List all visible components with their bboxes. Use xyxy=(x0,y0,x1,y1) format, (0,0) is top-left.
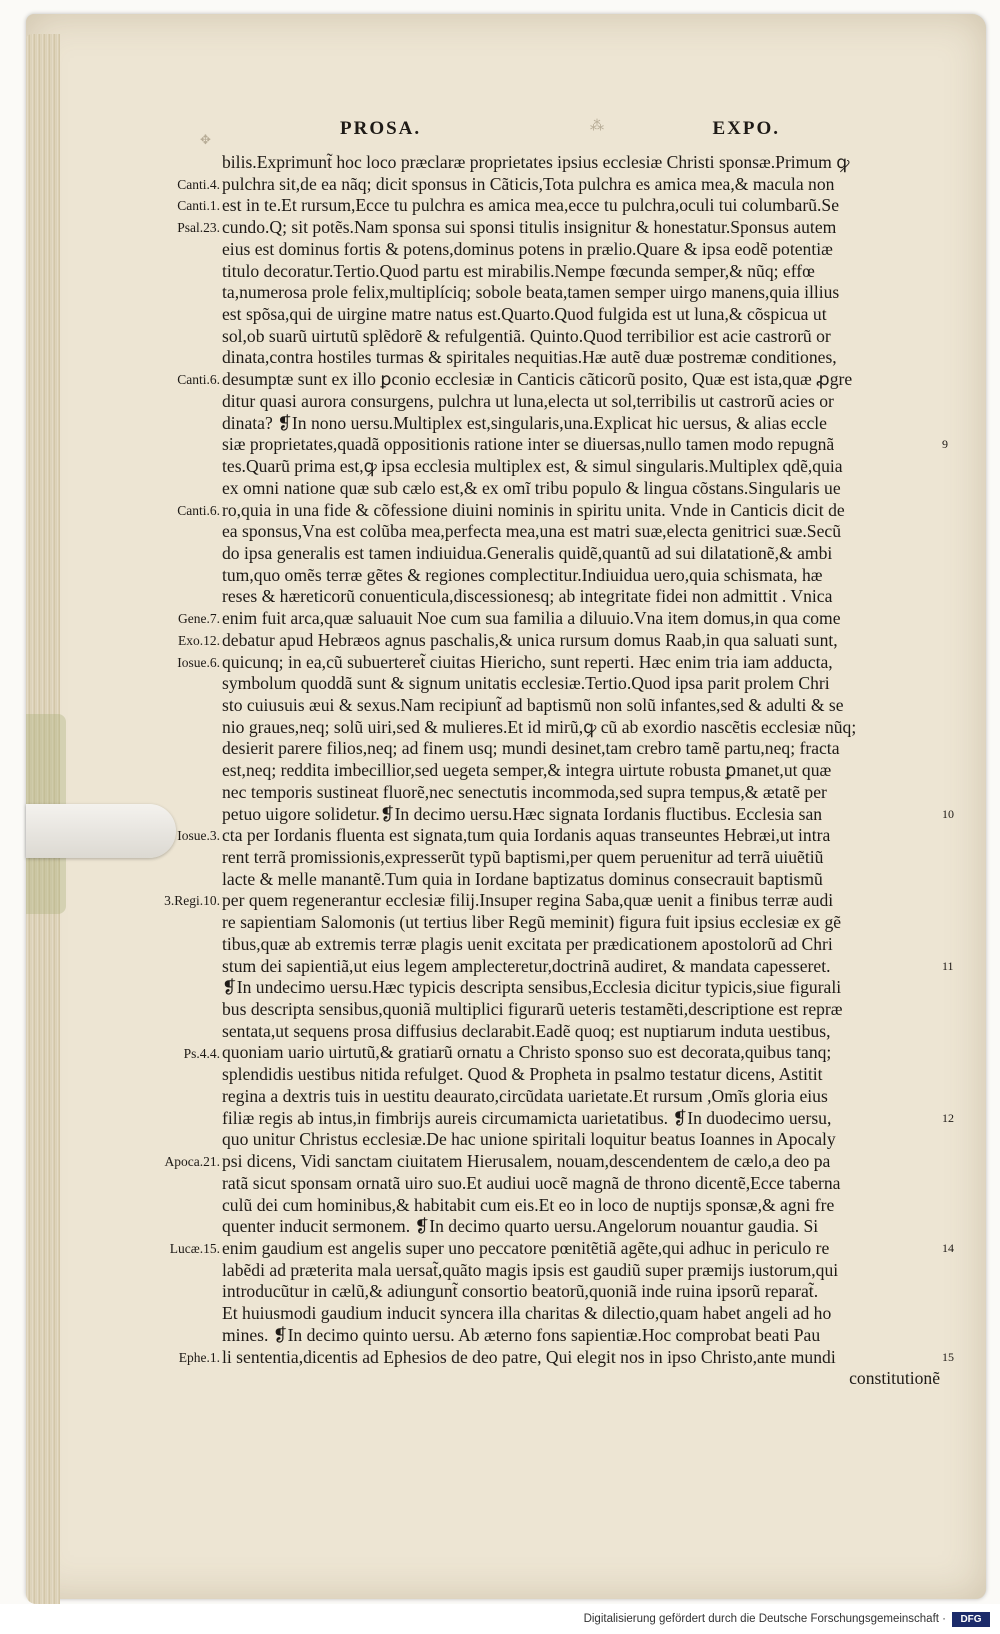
text-line: regina a dextris tuis in uestitu deaurato,circũdata uarietate.Et rursum ,Omĩs gloria eius xyxy=(222,1085,828,1106)
text-line: titulo decoratur.Tertio.Quod partu est mirabilis.Nempe fœcunda semper,& nũq; effœ xyxy=(222,260,815,281)
running-head-right: EXPO. xyxy=(712,118,780,139)
text-line: quicunq; in ea,cũ subuerteret̃ ciuitas Hiericho, sunt reperti. Hæc enim tria iam adducta, xyxy=(222,651,833,672)
text-line: sentata,ut sequens prosa diffusius declarabit.Eadẽ quoq; est nuptiarum induta uestibus, xyxy=(222,1020,831,1041)
text-line: est,neq; reddita imbecillior,sed uegeta semper,& integra uirtute robusta ꝑmanet,ut quæ xyxy=(222,760,832,781)
verse-number: 12 xyxy=(942,1110,954,1125)
text-line: filiæ regis ab intus,in fimbrijs aureis circumamicta uarietatibus. ❡In duodecimo uersu, xyxy=(222,1107,832,1128)
text-line: re sapientiam Salomonis (ut tertius liber Regũ meminit) figura fuit ipsius ecclesiæ ex gẽ xyxy=(222,912,842,933)
text-line: symbolum quoddã sunt & signum unitatis ecclesiæ.Tertio.Quod ipsa parit prolem Chri xyxy=(222,673,830,694)
text-line: tum,quo omẽs terræ gẽtes & regiones complectitur.Indiuidua uero,quia schismata, hæ xyxy=(222,564,823,585)
text-line: mines. ❡In decimo quinto uersu. Ab æterno fons sapientiæ.Hoc comprobat beati Pau xyxy=(222,1324,821,1345)
text-line: sto cuiusuis æui & sexus.Nam recipiunt̃ ad baptismũ non solũ infantes,sed & adulti & se xyxy=(222,694,844,715)
text-line: li sententia,dicentis ad Ephesios de deo patre, Qui elegit nos in ipso Christo,ante mundi xyxy=(222,1346,836,1367)
body-text xyxy=(222,152,940,1390)
margin-note: Apoca.21. xyxy=(164,1154,220,1170)
text-line: tes.Quarũ prima est,ꝙ ipsa ecclesia multiplex est, & simul singularis.Multiplex qdẽ,quia xyxy=(222,456,843,477)
text-line: enim gaudium est angelis super uno peccatore pœnitẽtiã agẽte,qui adhuc in periculo re xyxy=(222,1237,830,1258)
text-line: culũ dei cum hominibus,& habitabit cum eis.Et eo in loco de nuptijs sponsæ,& agni fre xyxy=(222,1194,835,1215)
text-line: quenter inducit sermonem. ❡In decimo quarto uersu.Angelorum nouantur gaudia. Si xyxy=(222,1216,819,1237)
verse-number: 14 xyxy=(942,1241,954,1255)
text-line: est spõsa,qui de uirgine matre natus est.Quarto.Quod fulgida est ut luna,& cõspicua ut xyxy=(222,304,827,325)
margin-note: Iosue.3. xyxy=(177,828,220,844)
margin-note: 3.Regi.10. xyxy=(164,893,220,909)
text-line: nec temporis sustineat fluorẽ,nec senectutis incommoda,sed supra tempus,& ætatẽ per xyxy=(222,781,827,802)
text-line: introducũtur in cælũ,& adiungunt̃ consortio beatorũ,quoniã inde ruina ipsorũ reparat̃. xyxy=(222,1281,819,1302)
text-line: psi dicens, Vidi sanctam ciuitatem Hierusalem, nouam,descendentem de cælo,a deo pa xyxy=(222,1151,831,1172)
text-line: reses & hæreticorũ conuenticula,discessionesq; ab integritate fidei non admittit . Vnica xyxy=(222,586,833,607)
text-line: constitutionẽ xyxy=(849,1368,940,1389)
text-line: ditur quasi aurora consurgens, pulchra ut luna,electa ut sol,terribilis ut castrorũ acies or xyxy=(222,390,834,411)
footer-credit: Digitalisierung gefördert durch die Deutsche Forschungsgemeinschaft · xyxy=(583,1613,946,1625)
margin-note: Exo.12. xyxy=(178,632,220,648)
text-line: splendidis uestibus nitida refulget. Quod & Propheta in psalmo testatur dicens, Astitit xyxy=(222,1064,823,1085)
margin-note: Canti.6. xyxy=(177,372,220,388)
text-line: ea sponsus,Vna est colũba mea,perfecta mea,una est matri suæ,electa genitrici suæ.Secũ xyxy=(222,521,841,542)
text-line: lacte & melle manantẽ.Tum quia in Iordane baptizatus dominus consecrauit baptismũ xyxy=(222,868,823,889)
text-line: labẽdi ad præterita mala uersat̃,quãto magis ipsis est gaudiũ super præmijs iustorum,qui xyxy=(222,1259,839,1280)
text-line: ex omni natione quæ sub cælo est,& ex omĩ tribu populo & lingua cõstans.Singularis ue xyxy=(222,477,841,498)
text-line: siæ proprietates,quadã oppositionis ratione inter se diuersas,nullo tamen modo repugnã xyxy=(222,434,835,455)
margin-note: Ephe.1. xyxy=(178,1349,220,1365)
text-line: dinata? ❡In nono uersu.Multiplex est,singularis,una.Explicat hic uersus, & alias eccle xyxy=(222,412,827,433)
text-line: sol,ob suarũ uirtutũ splẽdorẽ & refulgentiã. Quinto.Quod terribilior est acie castrorũ or xyxy=(222,325,831,346)
text-line: nio graues,neq; solũ uiri,sed & mulieres.Et id mirũ,ꝙ cũ ab exordio nascẽtis ecclesiæ nũq; xyxy=(222,716,857,737)
text-line: petuo uigore solidetur.❡In decimo uersu.Hæc signata Iordanis fluctibus. Ecclesia san xyxy=(222,803,823,824)
margin-note: Iosue.6. xyxy=(177,654,220,670)
margin-note: Gene.7. xyxy=(178,611,220,627)
footer-bar xyxy=(0,1604,1000,1634)
text-line: quo unitur Christus ecclesiæ.De hac unione spiritali loquitur beatus Ioannes in Apocaly xyxy=(222,1129,836,1150)
margin-note: Ps.4.4. xyxy=(183,1045,220,1061)
text-line: ratã sicut sponsam ornatã uiro suo.Et audiui uocẽ magnã de throno dicentẽ,Ecce taberna xyxy=(222,1172,841,1193)
text-line: eius est dominus fortis & potens,dominus potens in prælio.Quare & ipsa eodẽ potentiæ xyxy=(222,238,833,259)
text-line: stum dei sapientiã,ut eius legem amplecteretur,doctrinã audiret, & mandata capesseret. xyxy=(222,955,831,976)
text-line: bilis.Exprimunt̃ hoc loco præclaræ proprietates ipsius ecclesiæ Christi sponsæ.Primum ꝙ xyxy=(222,152,850,172)
book-clip xyxy=(26,804,176,858)
text-line: debatur apud Hebræos agnus paschalis,& unica rursum domus Raab,in qua saluati sunt, xyxy=(222,629,838,650)
margin-note: Lucæ.15. xyxy=(169,1241,220,1256)
text-line: desierit parere filios,neq; ad finem usq; mundi desinet,tam crebro tamẽ partu,neq; fracta xyxy=(222,738,840,759)
text-line: pulchra sit,de ea nãq; dicit sponsus in Cãticis,Tota pulchra es amica mea,& macula non xyxy=(222,173,835,194)
margin-note: Canti.4. xyxy=(177,176,220,192)
text-line: bus descripta sensibus,quoniã multiplici figurarũ ueteris testamẽti,descriptione est repræ xyxy=(222,999,843,1020)
margin-note: Canti.6. xyxy=(177,502,220,518)
margin-note: Canti.1. xyxy=(177,198,220,214)
text-line: desumptæ sunt ex illo ꝑconio ecclesiæ in Canticis cãticorũ posito, Quæ est ista,quæ ꝓgre xyxy=(222,369,853,390)
text-line: ro,quia in una fide & cõfessione diuini nominis in spiritu unita. Vnde in Canticis dicit de xyxy=(222,499,845,520)
verse-number: 11 xyxy=(942,958,954,973)
show-through-mark-left: ✥ xyxy=(200,132,211,147)
verse-number: 15 xyxy=(942,1349,954,1364)
verse-number: 10 xyxy=(942,806,954,821)
verse-number: 9 xyxy=(942,437,948,452)
text-line: ta,numerosa prole felix,multiplíciq; sobole beata,tamen semper uirgo manens,quia illius xyxy=(222,282,840,303)
text-line: est in te.Et rursum,Ecce tu pulchra es amica mea,ecce tu pulchra,oculi tui columbarũ.Se xyxy=(222,195,840,216)
text-line: tibus,quæ ab extremis terræ plagis uenit excitata per prædicationem apostolorũ ad Chri xyxy=(222,933,833,954)
text-line: do ipsa generalis est tamen indiuidua.Generalis quidẽ,quantũ ad sui dilatationẽ,& ambi xyxy=(222,542,833,563)
running-head-left: PROSA. xyxy=(340,118,422,139)
text-line: ❡In undecimo uersu.Hæc typicis descripta sensibus,Ecclesia dicitur typicis,siue figurali xyxy=(222,977,842,998)
text-line: Et huiusmodi gaudium inducit syncera illa charitas & dilectio,quam habet angeli ad ho xyxy=(222,1303,832,1324)
margin-note: Psal.23. xyxy=(177,220,220,236)
dfg-logo: DFG xyxy=(952,1612,990,1627)
text-line: rent terrã promissionis,expresserũt typũ baptismi,per quem peruenitur ad terrã uiuẽtiũ xyxy=(222,847,824,867)
text-line: quoniam uario uirtutũ,& gratiarũ ornatu a Christo sponso suo est decorata,quibus tanq; xyxy=(222,1042,832,1063)
text-line: dinata,contra hostiles turmas & spiritales nequitias.Hæ autẽ duæ postremæ conditiones, xyxy=(222,347,837,368)
show-through-mark: ⁂ xyxy=(590,119,604,134)
text-line: cundo.Q; sit potẽs.Nam sponsa sui sponsi titulis insignitur & honestatur.Sponsus autem xyxy=(222,217,837,238)
text-line: cta per Iordanis fluenta est signata,tum quia Iordanis aquas transeuntes Hebræi,ut intra xyxy=(222,825,831,846)
text-line: enim fuit arca,quæ saluauit Noe cum sua familia a diluuio.Vna item domus,in qua come xyxy=(222,608,841,629)
text-line: per quem regenerantur ecclesiæ filij.Insuper regina Saba,quæ uenit a finibus terræ audi xyxy=(222,890,834,911)
